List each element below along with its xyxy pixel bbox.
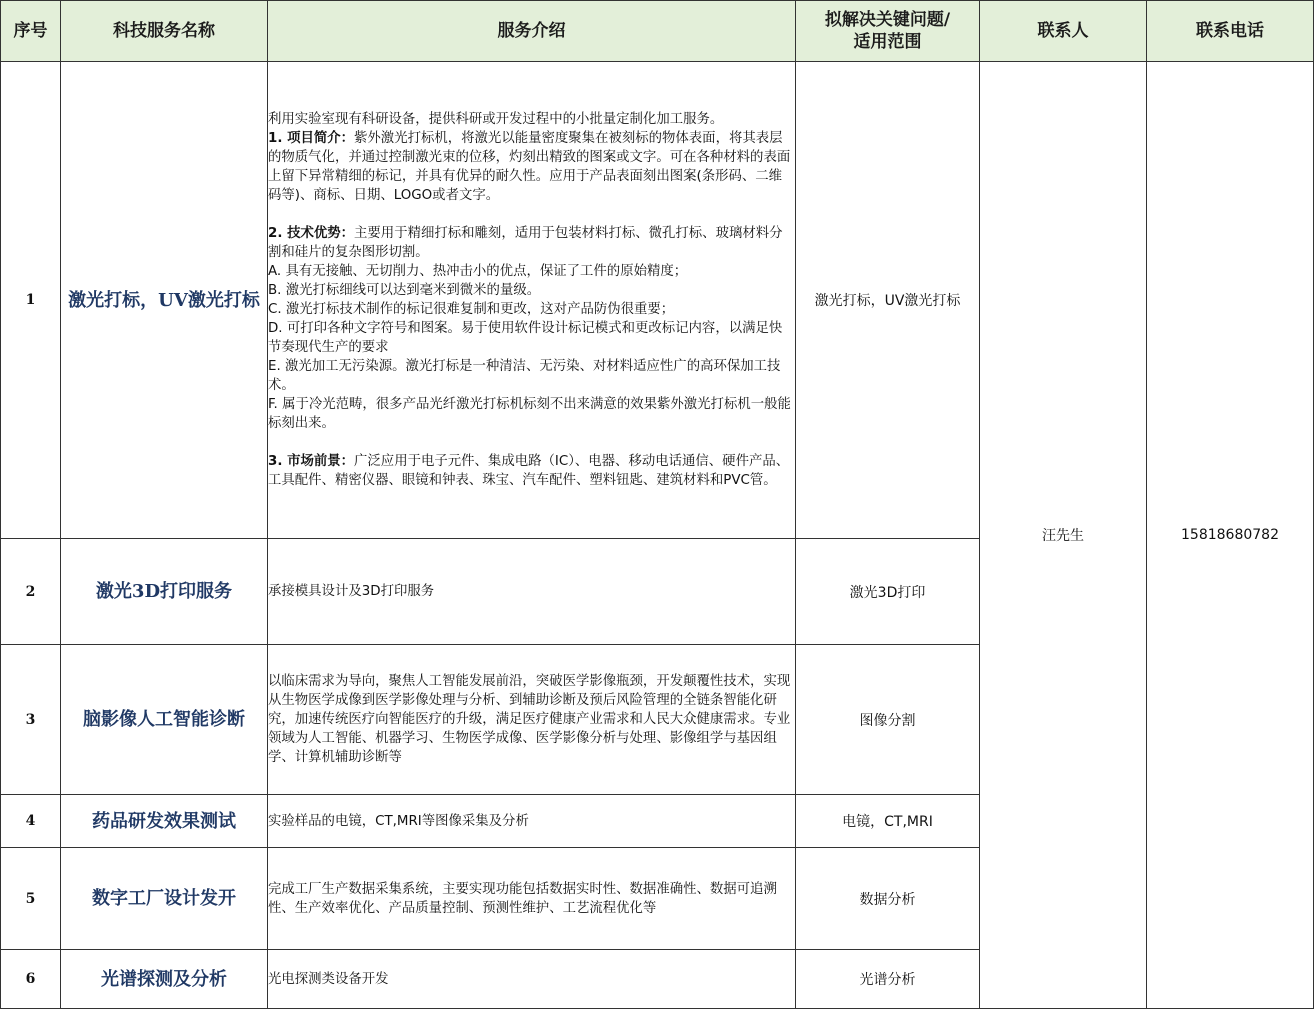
service-description: 承接模具设计及3D打印服务 [268,539,796,645]
row-index: 3 [1,645,61,795]
row-index: 6 [1,950,61,1009]
advantage-point: E. 激光加工无污染源。激光打标是一种清洁、无污染、对材料适应性广的高环保加工技术。 [268,359,781,393]
service-description: 光电探测类设备开发 [268,950,796,1009]
table-row [1,62,1314,539]
header-description: 服务介绍 [268,1,796,62]
service-scope: 激光3D打印 [796,539,980,645]
service-description: 完成工厂生产数据采集系统，主要实现功能包括数据实时性、数据准确性、数据可追溯性、生产效率优化、产品质量控制、预测性维护、工艺流程优化等 [268,848,796,950]
description-section-2 [268,224,795,262]
service-name: 数字工厂设计发开 [61,848,268,950]
service-scope: 光谱分析 [796,950,980,1009]
service-scope: 图像分割 [796,645,980,795]
advantage-point: C. 激光打标技术制作的标记很难复制和更改，这对产品防伪很重要； [268,302,675,317]
contact-person: 汪先生 [980,62,1147,1009]
section-2-text: 主要用于精细打标和雕刻，适用于包装材料打标、微孔打标、玻璃材料分割和硅片的复杂图形切割。 [268,226,783,260]
row-index: 5 [1,848,61,950]
service-scope: 数据分析 [796,848,980,950]
row-index: 2 [1,539,61,645]
header-scope [796,1,980,62]
row-index: 1 [1,62,61,539]
header-scope-line2: 适用范围 [853,32,922,52]
service-name: 激光3D打印服务 [61,539,268,645]
advantage-point: B. 激光打标细线可以达到毫米到微米的量级。 [268,283,541,298]
service-description: 实验样品的电镜，CT,MRI等图像采集及分析 [268,795,796,848]
description-section-3 [268,452,795,490]
header-phone: 联系电话 [1147,1,1314,62]
service-scope: 激光打标，UV激光打标 [796,62,980,539]
advantage-point: A. 具有无接触、无切削力、热冲击小的优点，保证了工件的原始精度； [268,264,688,279]
section-1-title: 1. 项目简介： [268,131,355,146]
service-name: 脑影像人工智能诊断 [61,645,268,795]
service-scope: 电镜，CT,MRI [796,795,980,848]
header-contact: 联系人 [980,1,1147,62]
description-intro: 利用实验室现有科研设备，提供科研或开发过程中的小批量定制化加工服务。 [268,112,724,127]
row-index: 4 [1,795,61,848]
description-section-1 [268,129,795,205]
service-description [268,62,796,539]
header-row [1,1,1314,62]
section-2-title: 2. 技术优势： [268,226,355,241]
service-name: 药品研发效果测试 [61,795,268,848]
advantage-point: D. 可打印各种文字符号和图案。易于使用软件设计标记模式和更改标记内容，以满足快节奏现代生产的要求 [268,321,783,355]
header-scope-line1: 拟解决关键问题/ [824,10,951,30]
service-description: 以临床需求为导向，聚焦人工智能发展前沿，突破医学影像瓶颈，开发颠覆性技术，实现从生物医学成像到医学影像处理与分析、到辅助诊断及预后风险管理的全链条智能化研究，加速传统医疗向智能医疗的升级，满足医疗健康产业需求和人民大众健康需求。专业领域为人工智能、机器学习、生物医学成像、医学影像分析与处理、影像组学与基因组学、计算机辅助诊断等 [268,645,796,795]
header-service-name: 科技服务名称 [61,1,268,62]
service-name: 激光打标，UV激光打标 [61,62,268,539]
section-3-title: 3. 市场前景： [268,454,355,469]
header-index: 序号 [1,1,61,62]
section-1-text: 紫外激光打标机，将激光以能量密度聚集在被刻标的物体表面，将其表层的物质气化，并通过控制激光束的位移，灼刻出精致的图案或文字。可在各种材料的表面上留下异常精细的标记，并具有优异的耐久性。应用于产品表面刻出图案(条形码、二维码等)、商标、日期、LOGO或者文字。 [268,131,791,203]
section-3-text: 广泛应用于电子元件、集成电路（IC）、电器、移动电话通信、硬件产品、工具配件、精密仪器、眼镜和钟表、珠宝、汽车配件、塑料钮匙、建筑材料和PVC管。 [268,454,790,488]
service-name: 光谱探测及分析 [61,950,268,1009]
contact-phone: 15818680782 [1147,62,1314,1009]
advantage-point: F. 属于冷光范畴，很多产品光纤激光打标机标刻不出来满意的效果紫外激光打标机一般能标刻出来。 [268,397,791,431]
